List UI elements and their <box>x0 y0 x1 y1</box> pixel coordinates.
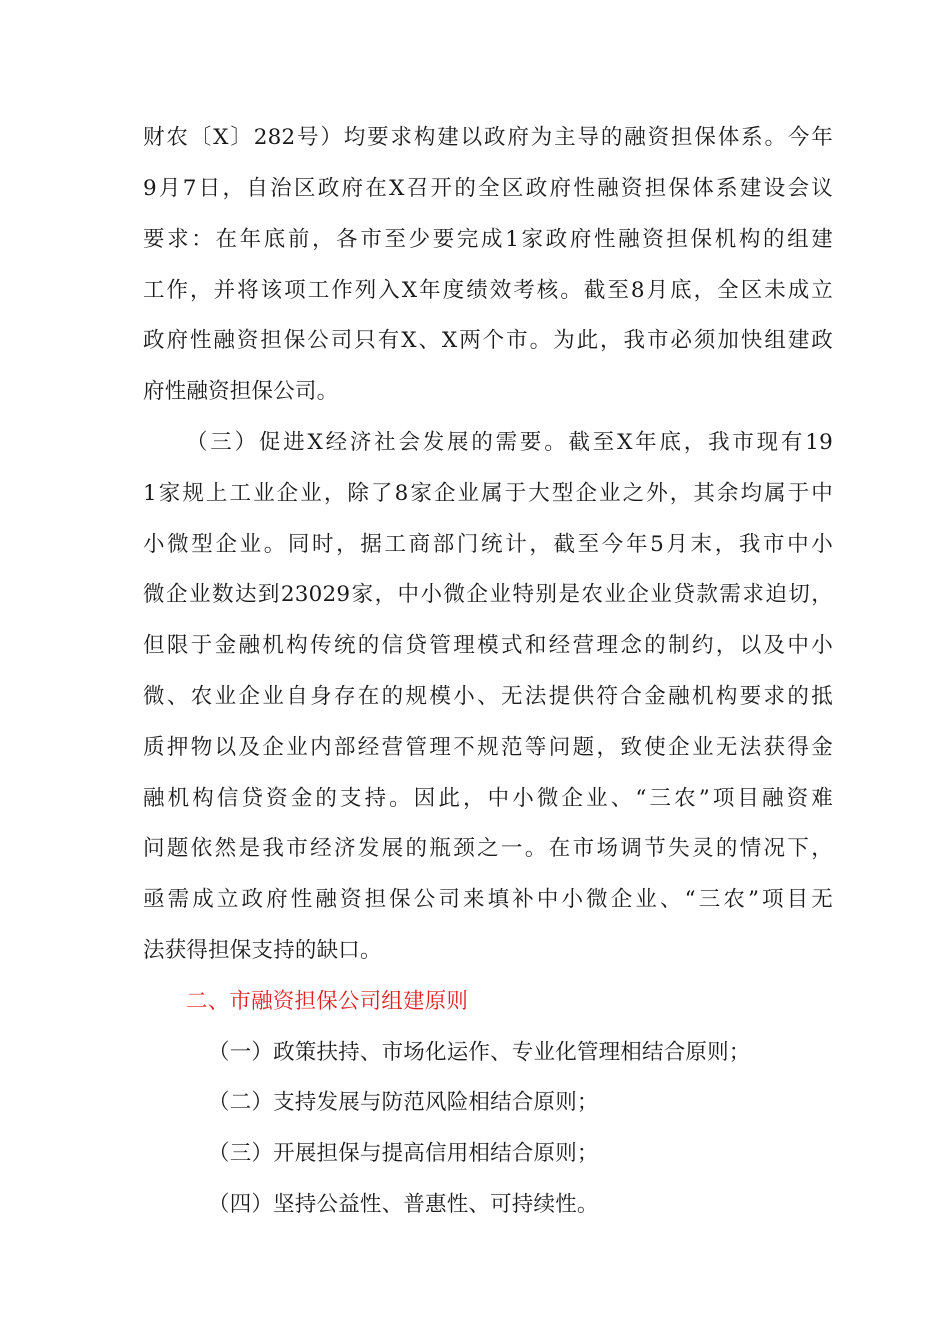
paragraph-line: 政府性融资担保公司只有X、X两个市。为此，我市必须加快组建政 <box>143 328 833 353</box>
paragraph-line: 亟需成立政府性融资担保公司来填补中小微企业、“三农”项目无 <box>143 887 833 912</box>
paragraph-line: 问题依然是我市经济发展的瓶颈之一。在市场调节失灵的情况下， <box>143 836 833 861</box>
paragraph-line: 9月7日，自治区政府在X召开的全区政府性融资担保体系建设会议 <box>143 176 833 201</box>
paragraph-line: 工作，并将该项工作列入X年度绩效考核。截至8月底，全区未成立 <box>143 278 833 303</box>
paragraph-line: 府性融资担保公司。 <box>143 379 339 404</box>
paragraph-line: 质押物以及企业内部经营管理不规范等问题，致使企业无法获得金 <box>143 735 833 760</box>
paragraph-line: 1家规上工业企业，除了8家企业属于大型企业之外，其余均属于中 <box>143 481 833 506</box>
paragraph-line: 融机构信贷资金的支持。因此，中小微企业、“三农”项目融资难 <box>143 786 833 811</box>
principle-item: （二）支持发展与防范风险相结合原则； <box>208 1090 599 1115</box>
paragraph-line: 小微型企业。同时，据工商部门统计，截至今年5月末，我市中小 <box>143 532 833 557</box>
paragraph-line: 财农〔X〕282号）均要求构建以政府为主导的融资担保体系。今年 <box>143 125 833 150</box>
principle-item: （三）开展担保与提高信用相结合原则； <box>208 1141 599 1166</box>
section-heading: 二、市融资担保公司组建原则 <box>186 989 469 1014</box>
paragraph-line: 微企业数达到23029家，中小微企业特别是农业企业贷款需求迫切， <box>143 582 833 607</box>
paragraph-line: 法获得担保支持的缺口。 <box>143 938 382 963</box>
principle-item: （一）政策扶持、市场化运作、专业化管理相结合原则； <box>208 1040 751 1065</box>
paragraph-line: （三）促进X经济社会发展的需要。截至X年底，我市现有19 <box>186 430 833 455</box>
paragraph-line: 微、农业企业自身存在的规模小、无法提供符合金融机构要求的抵 <box>143 684 833 709</box>
paragraph-line: 要求：在年底前，各市至少要完成1家政府性融资担保机构的组建 <box>143 227 833 252</box>
principle-item: （四）坚持公益性、普惠性、可持续性。 <box>208 1192 599 1217</box>
paragraph-line: 但限于金融机构传统的信贷管理模式和经营理念的制约，以及中小 <box>143 633 833 658</box>
